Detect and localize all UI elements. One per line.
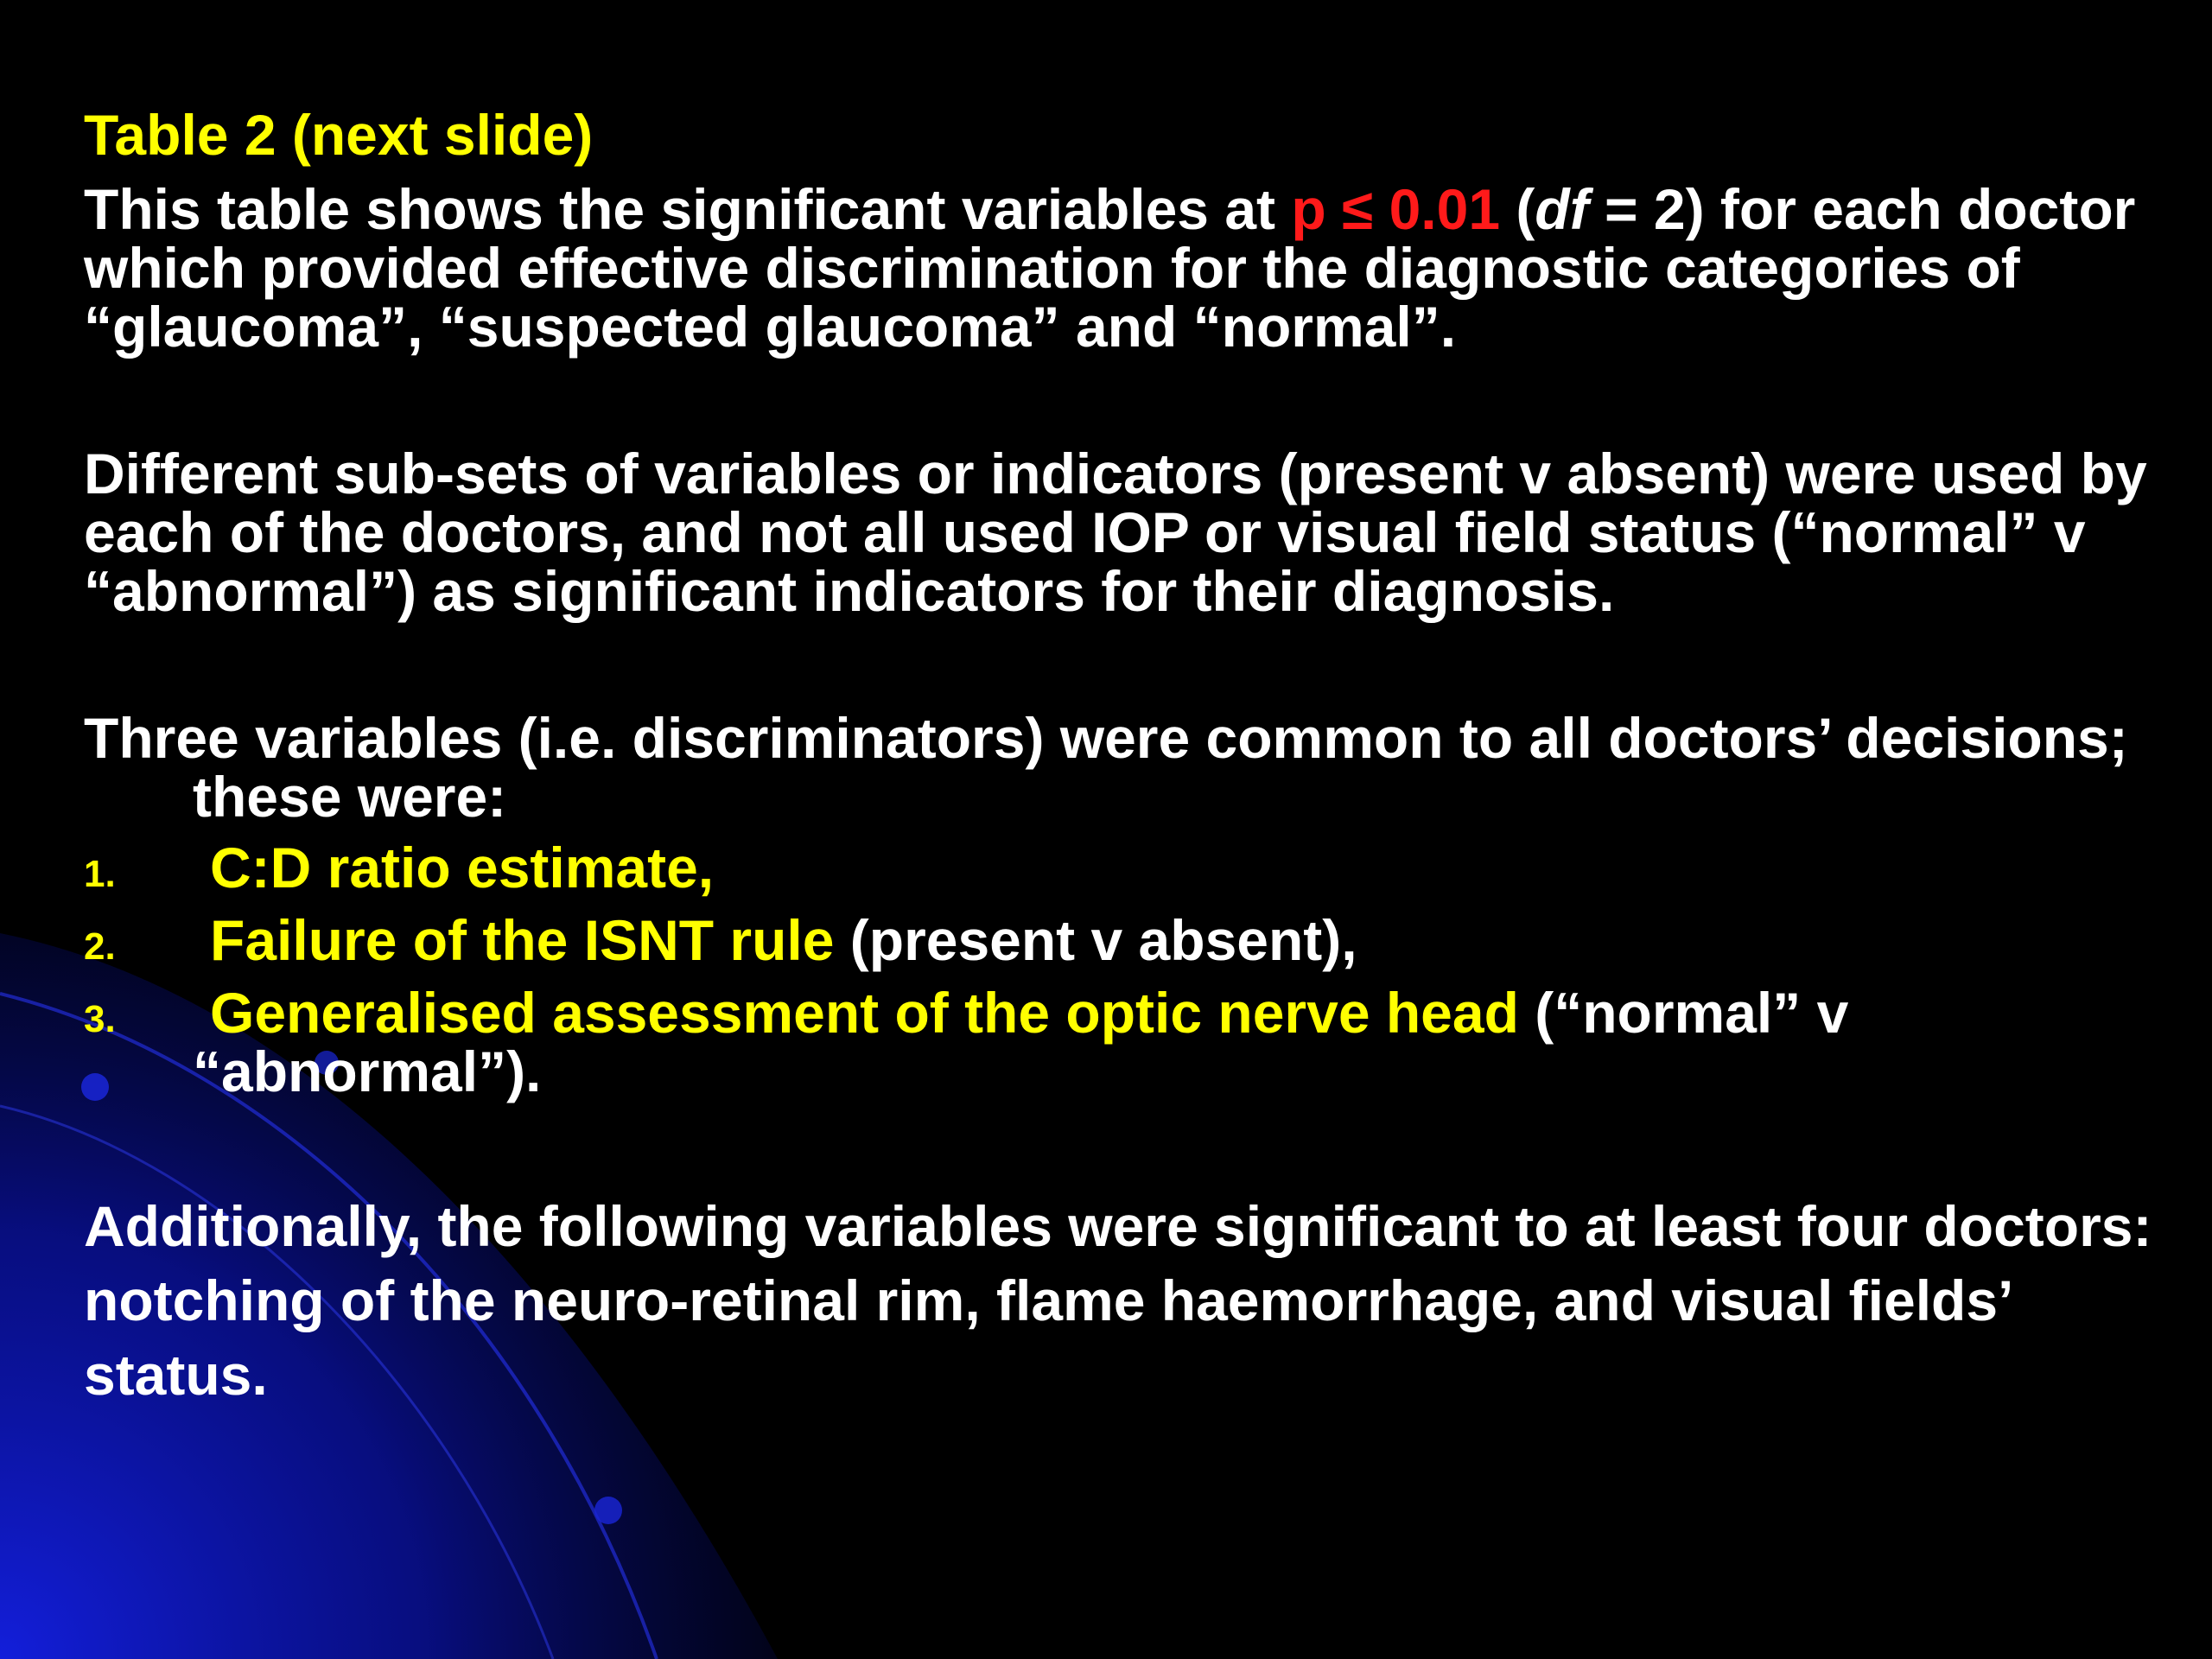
common-variables-lead: Three variables (i.e. discriminators) were common to all doctors’ decisions; these were: [84,706,2128,829]
list-item [84,983,2158,1101]
list-item-text [193,908,1357,972]
slide-title: Table 2 (next slide) [84,103,594,167]
list-item-highlight: C:D ratio estimate, [210,836,715,899]
list-item-rest: (present v absent), [834,908,1357,972]
p-value-highlight: p ≤ 0.01 [1291,177,1501,241]
list-item-rest: (“normal” v “abnormal”). [193,981,1849,1103]
blue-dot-3 [594,1497,622,1524]
slide-content [84,97,2158,1412]
paragraph-table-description [84,177,2158,359]
para1-paren-open: ( [1500,177,1535,241]
common-variables-list [84,838,2158,1101]
para1-text-before: This table shows the significant variables at [84,177,1292,241]
list-item-text [193,981,1848,1103]
list-item [84,838,2158,897]
list-item-text [193,836,714,899]
list-number: 1. [84,853,116,895]
para1-text-after: = 2) for each doctor which provided effective discrimination for the diagnostic categories of “glaucoma”, “suspected glaucoma” and “normal”. [84,177,2136,359]
common-variables-section [84,706,2158,1103]
list-number: 3. [84,998,116,1040]
paragraph-variable-subsets: Different sub-sets of variables or indicators (present v absent) were used by each of the doctors, and not all used IOP or visual field status (“normal” v “abnormal”) as significant indicators for their diagnosis. [84,442,2147,623]
df-italic: df [1535,177,1589,241]
list-item-highlight: Generalised assessment of the optic nerve head [210,981,1519,1045]
list-item [84,908,2158,972]
list-item-highlight: Failure of the ISNT rule [210,908,835,972]
paragraph-additional-variables: Additionally, the following variables were significant to at least four doctors: notching of the neuro-retinal rim, flame haemorrhage, and visual fields’ status. [84,1194,2152,1407]
list-number: 2. [84,925,116,968]
